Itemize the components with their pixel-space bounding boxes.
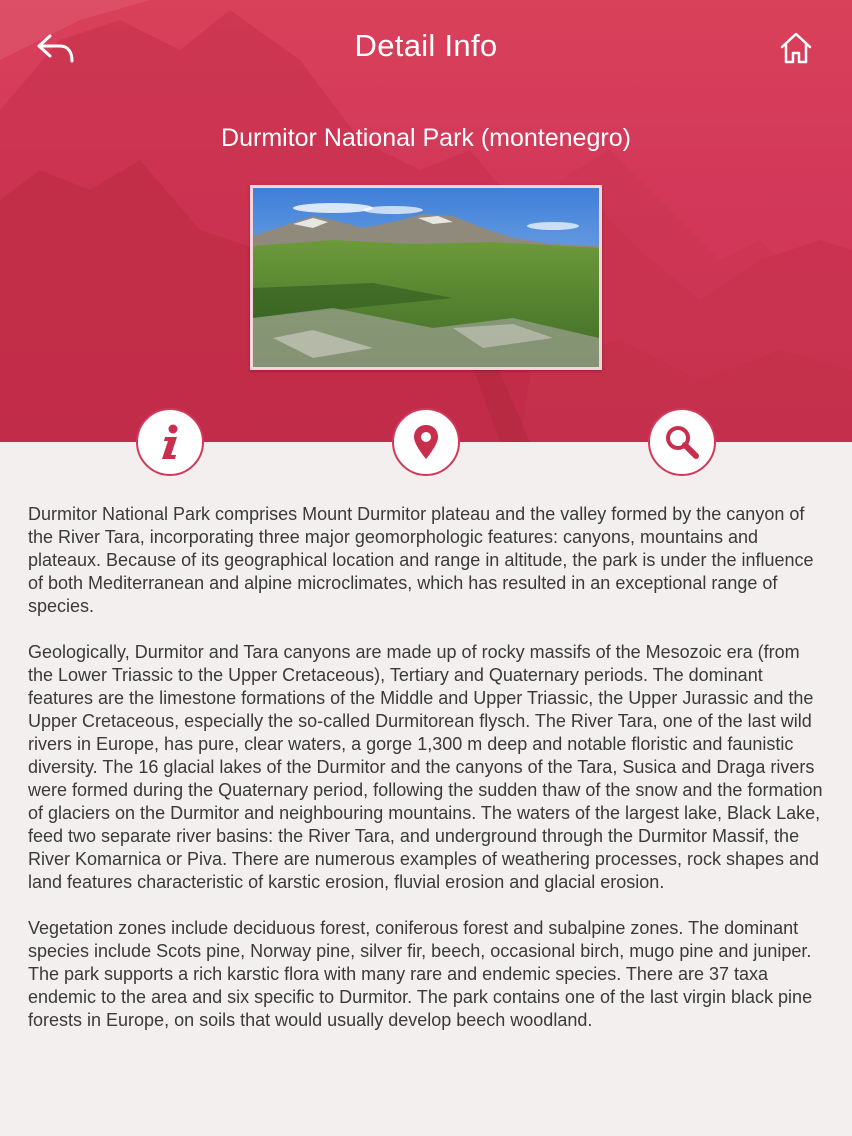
info-button[interactable] (136, 408, 204, 476)
home-icon (774, 28, 818, 68)
top-bar (0, 0, 852, 96)
search-button[interactable] (648, 408, 716, 476)
search-icon (663, 423, 701, 461)
landscape-photo (253, 188, 599, 367)
description-paragraph: Vegetation zones include deciduous forest, coniferous forest and subalpine zones. The dominant species include Scots pine, Norway pine, silver fir, beech, occasional birch, mugo pine and juniper. The park supports a rich karstic flora with many rare and endemic species. There are 37 taxa endemic to the area and six specific to Durmitor. The park contains one of the last virgin black pine forests in Europe, on soils that would usually develop beech woodland. (28, 918, 813, 1030)
map-button[interactable] (392, 408, 460, 476)
map-pin-icon (411, 423, 441, 461)
info-icon (153, 422, 187, 462)
page-title: Detail Info (354, 28, 498, 63)
home-button[interactable] (774, 28, 818, 68)
park-name: Durmitor National Park (montenegro) (221, 124, 631, 152)
park-photo (250, 185, 602, 370)
description (28, 503, 828, 1055)
description-paragraph: Geologically, Durmitor and Tara canyons are made up of rocky massifs of the Mesozoic era (from the Lower Triassic to the Upper Cretaceous), Tertiary and Quaternary periods. The dominant features are the limestone formations of the Middle and Upper Triassic, the Upper Jurassic and the Upper Cretaceous, especially the so-called Durmitorean flysch. The River Tara, one of the last wild rivers in Europe, has pure, clear waters, a gorge 1,300 m deep and notable floristic and faunistic diversity. The 16 glacial lakes of the Durmitor and the canyons of the Tara, Susica and Draga rivers were formed during the Quaternary period, following the sudden thaw of the snow and the formation of glaciers on the Durmitor and neighbouring mountains. The waters of the largest lake, Black Lake, feed two separate river basins: the River Tara, and underground through the Durmitor Massif, the River Komarnica or Piva. There are numerous examples of weathering processes, rock shapes and land features characteristic of karstic erosion, fluvial erosion and glacial erosion. (28, 642, 823, 892)
description-paragraph: Durmitor National Park comprises Mount Durmitor plateau and the valley formed by the canyon of the River Tara, incorporating three major geomorphologic features: canyons, mountains and plateaux. Because of its geographical location and range in altitude, the park is under the influence of both Mediterranean and alpine microclimates, which has resulted in an exceptional range of species. (28, 504, 814, 616)
